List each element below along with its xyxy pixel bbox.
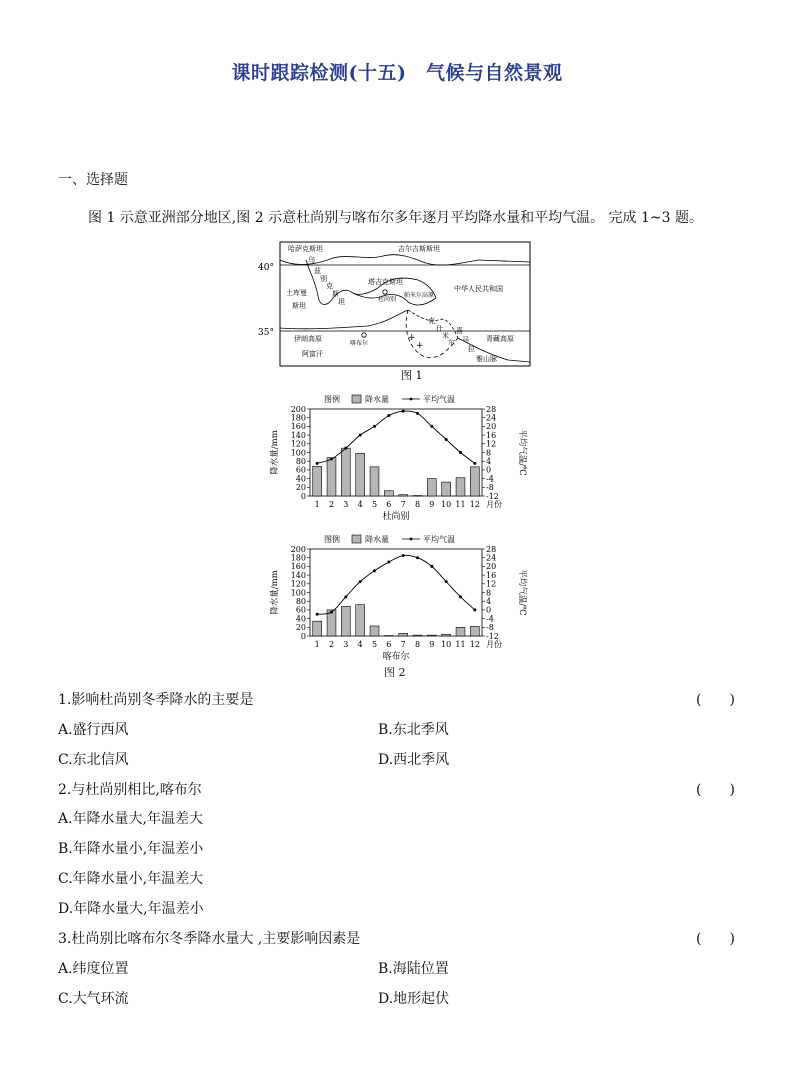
map-label: 土库曼 bbox=[286, 289, 307, 297]
temperature-point bbox=[330, 458, 333, 461]
q3-option-c[interactable]: C.大气环流 bbox=[58, 991, 129, 1007]
y2-tick-label: 0 bbox=[486, 605, 492, 615]
map-label: 别 bbox=[320, 275, 327, 283]
legend-label-precipitation: 降水量 bbox=[365, 535, 389, 544]
y-tick-label: 100 bbox=[290, 588, 306, 598]
svg-text:+: + bbox=[416, 341, 424, 351]
y2-axis-title: 平均气温/℃ bbox=[517, 429, 527, 476]
temperature-point bbox=[373, 425, 376, 428]
temperature-point bbox=[316, 613, 319, 616]
y-tick-label: 40 bbox=[295, 474, 306, 484]
q1-option-b[interactable]: B.东北季风 bbox=[378, 722, 449, 738]
y2-tick-label: -12 bbox=[486, 631, 499, 641]
x-axis-unit: 月份 bbox=[486, 500, 502, 509]
y2-tick-label: -4 bbox=[486, 474, 494, 484]
y2-tick-label: 24 bbox=[486, 413, 497, 423]
precip-bar bbox=[356, 605, 365, 636]
map-label: 阿富汗 bbox=[302, 350, 323, 358]
y-tick-label: 0 bbox=[300, 631, 306, 641]
y2-tick-label: 28 bbox=[486, 404, 497, 414]
answer-blank-1: ( ) bbox=[696, 692, 735, 708]
x-tick-label: 5 bbox=[371, 500, 378, 509]
legend-bar-swatch bbox=[352, 395, 361, 403]
q1-option-d[interactable]: D.西北季风 bbox=[378, 752, 450, 768]
temperature-point bbox=[430, 425, 433, 428]
answer-blank-2: ( ) bbox=[696, 782, 735, 798]
y2-tick-label: 28 bbox=[486, 544, 497, 554]
y2-tick-label: -4 bbox=[486, 614, 494, 624]
x-tick-label: 7 bbox=[400, 500, 406, 509]
map-label: 拉 bbox=[468, 345, 475, 353]
q3-option-a[interactable]: A.纬度位置 bbox=[58, 961, 129, 977]
temperature-point bbox=[416, 412, 419, 415]
map-label: 吉尔吉斯斯坦 bbox=[398, 245, 440, 253]
x-tick-label: 7 bbox=[400, 640, 406, 649]
precip-bar bbox=[456, 627, 465, 636]
map-label: 米 bbox=[442, 332, 449, 340]
precip-bar bbox=[327, 458, 336, 496]
precip-bar bbox=[470, 467, 479, 496]
map-label: 青藏高原 bbox=[486, 335, 514, 343]
question-3-stem: 3.杜尚别比喀布尔冬季降水量大 ,主要影响因素是 bbox=[58, 931, 361, 947]
temperature-point bbox=[387, 561, 390, 564]
y-tick-label: 140 bbox=[290, 430, 306, 440]
x-axis-unit: 月份 bbox=[486, 640, 502, 649]
figure2-caption: 图 2 bbox=[384, 666, 406, 679]
x-tick-label: 4 bbox=[357, 640, 363, 649]
y2-tick-label: 8 bbox=[486, 588, 492, 598]
y2-axis-title: 平均气温/℃ bbox=[517, 569, 527, 616]
y-tick-label: 120 bbox=[290, 439, 306, 449]
x-tick-label: 8 bbox=[414, 500, 421, 509]
x-tick-label: 2 bbox=[328, 640, 335, 649]
map-label: 喀布尔 bbox=[350, 340, 369, 347]
temperature-point bbox=[344, 447, 347, 450]
question-1-stem: 1.影响杜尚别冬季降水的主要是 bbox=[58, 692, 254, 708]
temperature-point bbox=[387, 414, 390, 417]
temperature-point bbox=[459, 595, 462, 598]
legend-line-marker bbox=[410, 538, 413, 541]
precip-bar bbox=[341, 606, 350, 636]
x-tick-label: 11 bbox=[455, 500, 466, 509]
q2-option-d[interactable]: D.年降水量大,年温差小 bbox=[58, 901, 204, 917]
legend-label-temperature: 平均气温 bbox=[423, 535, 455, 544]
y-axis-title: 降水量/mm bbox=[270, 570, 280, 615]
x-tick-label: 4 bbox=[357, 500, 363, 509]
legend-title: 图例 bbox=[324, 535, 340, 544]
precip-bar bbox=[470, 626, 479, 636]
map-label: 尔 bbox=[448, 339, 455, 347]
temperature-point bbox=[459, 451, 462, 454]
legend-label-temperature: 平均气温 bbox=[423, 395, 455, 404]
q2-option-a[interactable]: A.年降水量大,年温差大 bbox=[58, 811, 204, 827]
q3-option-b[interactable]: B.海陆位置 bbox=[378, 961, 449, 977]
intro-text: 图 1 示意亚洲部分地区,图 2 示意杜尚别与喀布尔多年逐月平均降水量和平均气温。 完成 1~3 题。 bbox=[88, 210, 703, 226]
temperature-point bbox=[330, 611, 333, 614]
y-tick-label: 60 bbox=[295, 465, 306, 475]
lat-label-40: 40° bbox=[258, 263, 274, 273]
legend-label-precipitation: 降水量 bbox=[365, 395, 389, 404]
temperature-point bbox=[416, 556, 419, 559]
precip-bar bbox=[399, 495, 408, 496]
map-figure bbox=[258, 238, 538, 383]
temperature-point bbox=[473, 608, 476, 611]
temperature-point bbox=[445, 438, 448, 441]
precip-bar bbox=[413, 635, 422, 636]
precip-bar bbox=[399, 633, 408, 636]
x-tick-label: 12 bbox=[469, 640, 480, 649]
y-tick-label: 180 bbox=[290, 413, 306, 423]
y2-tick-label: 24 bbox=[486, 553, 497, 563]
y-tick-label: 80 bbox=[295, 457, 306, 466]
map-label: 杜尚别 bbox=[378, 296, 397, 303]
precip-bar bbox=[456, 478, 465, 496]
map-label: 什 bbox=[436, 325, 443, 333]
precip-bar bbox=[442, 634, 451, 636]
y-tick-label: 60 bbox=[295, 605, 306, 615]
map-label: 伊朗高原 bbox=[294, 335, 322, 343]
y-tick-label: 20 bbox=[295, 483, 306, 493]
question-2-stem: 2.与杜尚别相比,喀布尔 bbox=[58, 782, 202, 798]
q3-option-d[interactable]: D.地形起伏 bbox=[378, 991, 450, 1007]
map-label: 帕米尔高原 bbox=[404, 292, 435, 299]
temperature-point bbox=[445, 580, 448, 583]
q1-option-a[interactable]: A.盛行西风 bbox=[58, 722, 129, 738]
temperature-point bbox=[430, 565, 433, 568]
y2-tick-label: 8 bbox=[486, 448, 492, 458]
temperature-line bbox=[317, 411, 475, 463]
map-label: 雅山脉 bbox=[476, 355, 497, 363]
y-tick-label: 200 bbox=[290, 544, 306, 554]
precip-bar bbox=[384, 491, 393, 496]
x-tick-label: 12 bbox=[469, 500, 480, 509]
temperature-point bbox=[402, 410, 405, 413]
map-label: 斯 bbox=[332, 290, 339, 298]
y2-tick-label: 4 bbox=[486, 597, 492, 606]
map-label: 中华人民共和国 bbox=[454, 285, 503, 293]
map-caption: 图 1 bbox=[401, 369, 423, 382]
y2-tick-label: 16 bbox=[486, 570, 497, 580]
temperature-point bbox=[402, 554, 405, 557]
y-tick-label: 40 bbox=[295, 614, 306, 624]
y2-tick-label: 12 bbox=[486, 439, 497, 449]
y-tick-label: 160 bbox=[290, 422, 306, 432]
x-tick-label: 8 bbox=[414, 640, 421, 649]
x-tick-label: 9 bbox=[429, 500, 435, 509]
map-label: 喜 bbox=[456, 327, 463, 335]
y-tick-label: 100 bbox=[290, 448, 306, 458]
map-label: 坦 bbox=[338, 298, 345, 306]
precip-bar bbox=[427, 479, 436, 496]
precip-bar bbox=[427, 635, 436, 636]
climate-chart-kabul bbox=[262, 532, 532, 672]
temperature-point bbox=[316, 462, 319, 465]
x-tick-label: 5 bbox=[371, 640, 378, 649]
temperature-point bbox=[359, 580, 362, 583]
temperature-point bbox=[359, 434, 362, 437]
map-label: 塔吉克斯坦 bbox=[368, 278, 403, 286]
page-title: 课时跟踪检测(十五) 气候与自然景观 bbox=[231, 62, 563, 84]
map-label: 克 bbox=[428, 317, 435, 325]
x-tick-label: 11 bbox=[455, 640, 466, 649]
legend-line-marker bbox=[410, 398, 413, 401]
precip-bar bbox=[341, 448, 350, 496]
temperature-point bbox=[344, 595, 347, 598]
y2-tick-label: -8 bbox=[486, 623, 494, 633]
y-tick-label: 120 bbox=[290, 579, 306, 589]
q1-option-c[interactable]: C.东北信风 bbox=[58, 752, 129, 768]
y2-tick-label: 12 bbox=[486, 579, 497, 589]
precip-bar bbox=[370, 467, 379, 496]
chart-title: 喀布尔 bbox=[382, 652, 410, 662]
lat-label-35: 35° bbox=[258, 328, 274, 338]
x-tick-label: 1 bbox=[314, 640, 320, 649]
legend-bar-swatch bbox=[352, 535, 361, 543]
y2-tick-label: 20 bbox=[486, 422, 497, 432]
y2-tick-label: -12 bbox=[486, 491, 499, 501]
y-axis-title: 降水量/mm bbox=[270, 430, 280, 475]
map-label: 斯坦 bbox=[292, 302, 306, 310]
y-tick-label: 80 bbox=[295, 597, 306, 606]
q2-option-b[interactable]: B.年降水量小,年温差小 bbox=[58, 841, 204, 857]
temperature-point bbox=[473, 462, 476, 465]
y2-tick-label: 4 bbox=[486, 457, 492, 466]
y-tick-label: 180 bbox=[290, 553, 306, 563]
y-tick-label: 0 bbox=[300, 491, 306, 501]
y-tick-label: 140 bbox=[290, 570, 306, 580]
x-tick-label: 3 bbox=[343, 500, 349, 509]
temperature-point bbox=[373, 569, 376, 572]
y-tick-label: 160 bbox=[290, 562, 306, 572]
x-tick-label: 2 bbox=[328, 500, 335, 509]
chart-title: 杜尚别 bbox=[382, 512, 410, 522]
map-label: 马 bbox=[462, 336, 469, 344]
precip-bar bbox=[313, 466, 322, 496]
x-tick-label: 9 bbox=[429, 640, 435, 649]
y2-tick-label: 0 bbox=[486, 465, 492, 475]
x-tick-label: 3 bbox=[343, 640, 349, 649]
x-tick-label: 10 bbox=[441, 500, 452, 509]
legend-title: 图例 bbox=[324, 395, 340, 404]
map-label: 兹 bbox=[314, 267, 321, 275]
section-heading: 一、选择题 bbox=[58, 172, 128, 188]
precip-bar bbox=[356, 453, 365, 496]
x-tick-label: 1 bbox=[314, 500, 320, 509]
svg-text:+: + bbox=[408, 333, 416, 343]
map-label: 哈萨克斯坦 bbox=[288, 245, 323, 253]
answer-blank-3: ( ) bbox=[696, 931, 735, 947]
precip-bar bbox=[327, 610, 336, 636]
y2-tick-label: 20 bbox=[486, 562, 497, 572]
precip-bar bbox=[313, 621, 322, 636]
x-tick-label: 6 bbox=[386, 640, 392, 649]
climate-chart-dushanbe bbox=[262, 392, 532, 532]
y2-tick-label: 16 bbox=[486, 430, 497, 440]
map-label: 乌 bbox=[308, 256, 315, 264]
temperature-line bbox=[317, 555, 475, 614]
y2-tick-label: -8 bbox=[486, 483, 494, 493]
x-tick-label: 10 bbox=[441, 640, 452, 649]
q2-option-c[interactable]: C.年降水量小,年温差大 bbox=[58, 871, 204, 887]
y-tick-label: 20 bbox=[295, 623, 306, 633]
y-tick-label: 200 bbox=[290, 404, 306, 414]
precip-bar bbox=[442, 482, 451, 496]
precip-bar bbox=[370, 626, 379, 636]
x-tick-label: 6 bbox=[386, 500, 392, 509]
map-label: 克 bbox=[326, 282, 333, 290]
